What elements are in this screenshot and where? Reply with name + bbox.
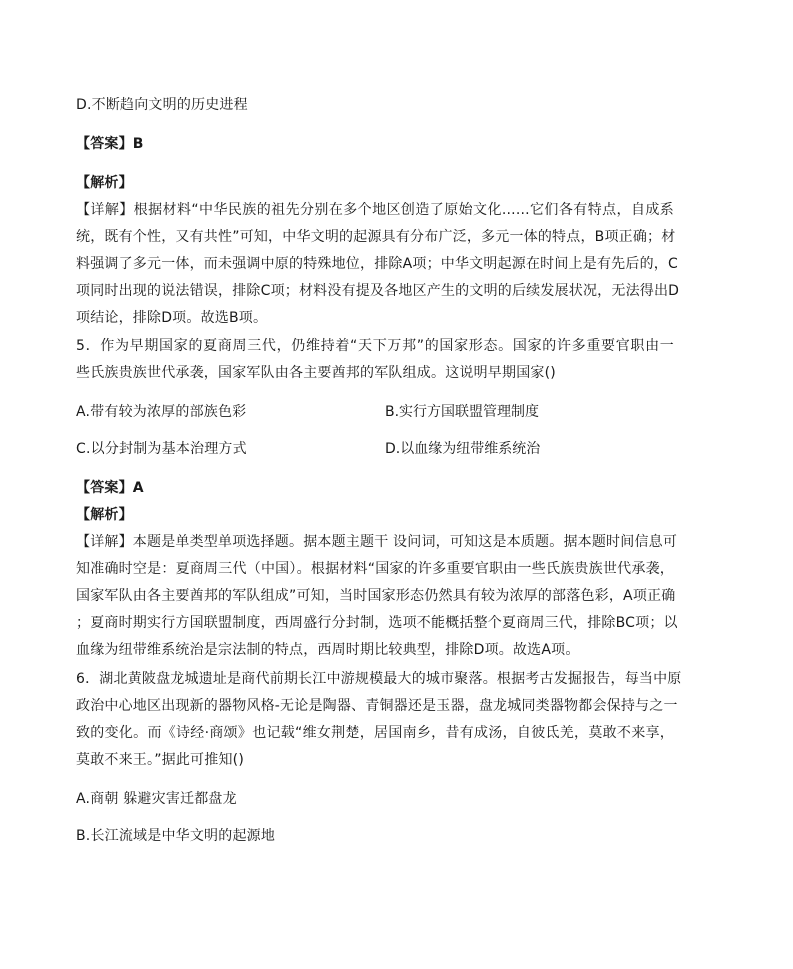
q5-analysis-label: 【解析】 xyxy=(76,507,133,523)
q4-answer: 【答案】B xyxy=(76,136,144,152)
q5-detail-line-1: 【详解】本题是单类型单项选择题。据本题主题干 设问词，可知这是本质题。据本题时间信息可 xyxy=(76,534,678,550)
q5-answer: 【答案】A xyxy=(76,480,144,496)
q4-detail-line-5: 项结论，排除D项。故选B项。 xyxy=(76,310,268,326)
q5-option-b: B.实行方国联盟管理制度 xyxy=(385,404,540,420)
q4-option-d: D.不断趋向文明的历史进程 xyxy=(76,97,248,113)
q5-detail-line-4: ；夏商时期实行方国联盟制度，西周盛行分封制，选项不能概括整个夏商周三代，排除BC项；以 xyxy=(76,615,678,631)
q5-detail-line-5: 血缘为纽带维系统治是宗法制的特点，西周时期比较典型，排除D项。故选A项。 xyxy=(76,642,580,658)
q5-detail-line-2: 知准确时空是：夏商周三代（中国）。根据材料“国家的许多重要官职由一些氏族贵族世代承袭， xyxy=(76,561,674,577)
q6-stem-line-4: 莫敢不来王。”据此可推知() xyxy=(76,752,244,768)
q5-stem-line-1: 5．作为早期国家的夏商周三代，仍维持着“天下万邦”的国家形态。国家的许多重要官职由一 xyxy=(76,338,674,354)
q4-detail-line-3: 料强调了多元一体，而未强调中原的特殊地位，排除A项；中华文明起源在时间上是有先后的，C xyxy=(76,256,678,272)
q6-stem-line-3: 致的变化。而《诗经·商颂》也记载“维女荆楚，居国南乡，昔有成汤，自彼氐羌，莫敢不来享， xyxy=(76,725,674,741)
q5-option-d: D.以血缘为纽带维系统治 xyxy=(385,441,541,457)
q6-option-a: A.商朝 躲避灾害迁都盘龙 xyxy=(76,791,237,807)
q6-stem-line-2: 政治中心地区出现新的器物风格-无论是陶器、青铜器还是玉器，盘龙城同类器物都会保持与之一 xyxy=(76,698,678,714)
q4-analysis-label: 【解析】 xyxy=(76,175,133,191)
q4-detail-line-4: 项同时出现的说法错误，排除C项；材料没有提及各地区产生的文明的后续发展状况，无法得出D xyxy=(76,283,680,299)
q6-stem-line-1: 6．湖北黄陂盘龙城遗址是商代前期长江中游规模最大的城市聚落。根据考古发掘报告，每当中原 xyxy=(76,671,682,687)
q5-option-c: C.以分封制为基本治理方式 xyxy=(76,441,247,457)
q6-option-b: B.长江流域是中华文明的起源地 xyxy=(76,828,276,844)
q5-stem-line-2: 些氏族贵族世代承袭，国家军队由各主要酋邦的军队组成。这说明早期国家() xyxy=(76,365,556,381)
q4-detail-line-2: 统，既有个性，又有共性”可知，中华文明的起源具有分布广泛，多元一体的特点，B项正确；材 xyxy=(76,229,676,245)
q5-option-a: A.带有较为浓厚的部族色彩 xyxy=(76,404,247,420)
q4-detail-line-1: 【详解】根据材料“中华民族的祖先分别在多个地区创造了原始文化......它们各有特点，自成系 xyxy=(76,202,674,218)
q5-detail-line-3: 国家军队由各主要酋邦的军队组成”可知，当时国家形态仍然具有较为浓厚的部落色彩，A项正确 xyxy=(76,588,676,604)
